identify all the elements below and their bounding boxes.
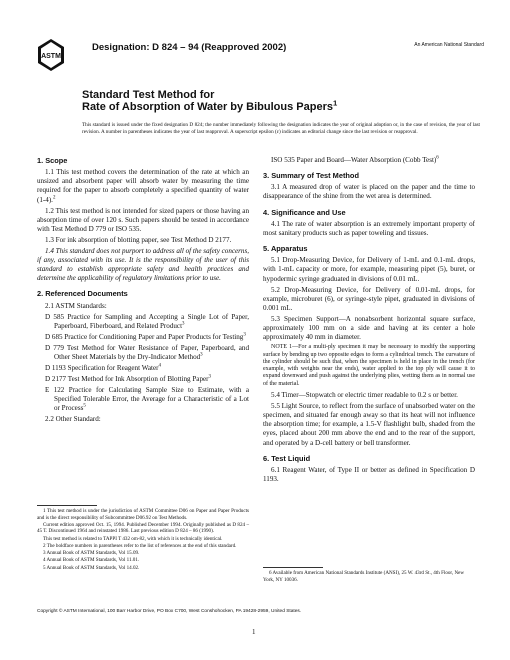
footnote: 3 Annual Book of ASTM Standards, Vol 15.09. [43,550,140,557]
footnote: 6 Available from American National Standards Institute (ANSI), 25 W. 43rd St., 4th Floor, New York, NY 10036. [263,570,465,583]
section-heading-significance: 4. Significance and Use [263,207,346,217]
footnotes-left [37,508,249,572]
footnote-ref: 3 [200,352,203,358]
footnote-ref: 5 [83,403,86,409]
note-1: NOTE 1—For a multi-ply specimen it may be necessary to modify the supporting surface by bending up two opposite edges to form a cylindrical trench. The curvature of the cylinder should be such that, when the specimen is held in place in the trench (for example, with weights near the ends), water applied to the top ply will cause it to expand downward and push against the underlying plies, wetting them as in normal use of the material. [263,344,475,387]
reference-text: D 685 Practice for Conditioning Paper and Paper Products for Testing [45,332,244,341]
para-1-4: 1.4 This standard does not purport to address all of the safety concerns, if any, associated with its use. It is the responsibility of the user of this standard to establish appropriate safety and health practices and determine the applicability of regulatory limitations prior to use. [37,246,250,283]
title-line-1: Standard Test Method for [82,89,215,101]
para-6-1: 6.1 Reagent Water, of Type II or better as defined in Specification D 1193. [263,465,475,484]
footnotes-right [263,570,475,583]
para-3-1: 3.1 A measured drop of water is placed on the paper and the time to disappearance of the shine from the wet area is determined. [263,183,475,201]
reference-item [37,313,249,331]
reference-text: D 2177 Test Method for Ink Absorption of Blotting Paper [45,374,209,383]
publisher-note: An American National Standard [414,42,484,48]
para-1-3: 1.3 For ink absorption of blotting paper, see Test Method D 2177. [45,235,232,244]
footnote: 1 This test method is under the jurisdiction of ASTM Committee D06 on Paper and Paper Products and is the direct responsibility of Subcommittee D06.92 on Test Methods. [37,508,249,521]
para-4-1: 4.1 The rate of water absorption is an extremely important property of most sanitary products such as paper toweling and tissues. [263,219,475,237]
para-5-2: 5.2 Drop-Measuring Device, for Delivery of 0.01-mL drops, for example, microburet (6), or syringe-style pipet, graduated in divisions of 0.001 mL. [263,285,475,312]
para-2-1: 2.1 ASTM Standards: [45,301,107,310]
footnote-divider [37,505,97,506]
para-1-1-text: 1.1 This test method covers the determination of the rate at which an unsized and absorbent paper will absorb water by measuring the time required for the paper to absorb completely a specified quantity of water (1-4). [37,168,249,204]
footnote: 2 The boldface numbers in parentheses refer to the list of references at the end of this standard. [43,542,237,549]
section-heading-summary: 3. Summary of Test Method [263,171,359,181]
astm-logo [37,38,65,72]
para-5-1: 5.1 Drop-Measuring Device, for Delivery of 1-mL and 0.1-mL drops, with 1-mL capacity or more, for example, measuring pipet (5), buret, or hypodermic syringe graduated in divisions of 0.01 mL. [263,256,475,283]
para-5-3: 5.3 Specimen Support—A nonabsorbent horizontal square surface, approximately 100 mm on a side and having at its center a hole approximately 40 mm in diameter. [263,314,475,342]
footnote: 4 Annual Book of ASTM Standards, Vol 11.01. [43,557,140,564]
footnote-ref: 3 [182,321,185,327]
reference-text: ISO 535 Paper and Board—Water Absorption (Cobb Test) [271,156,437,164]
reference-item [37,344,249,362]
section-heading-apparatus: 5. Apparatus [263,244,308,254]
footnote-ref: 6 [436,155,439,161]
left-column [37,156,249,426]
logo-text: ASTM [41,53,61,60]
title-line-2 [82,98,338,113]
reference-text: E 122 Practice for Calculating Sample Size to Estimate, with a Specified Tolerable Error, the Average for a Characteristic of a Lot or Process [45,385,249,412]
reference-item [37,333,249,342]
reference-item [37,375,249,384]
para-1-1 [37,168,249,205]
footnote-ref: 3 [208,374,211,380]
designation: Designation: D 824 – 94 (Reapproved 2002) [92,42,287,53]
section-heading-test-liquid: 6. Test Liquid [263,453,311,463]
title-text: Rate of Absorption of Water by Bibulous Papers [82,101,333,113]
para-1-2: 1.2 This test method is not intended for sized papers or those having an absorption time of over 120 s. Such papers should be tested in accordance with Test Method D 779 or ISO 535. [37,206,249,233]
footnote-ref: 2 [52,195,56,201]
footnote: Current edition approved Oct. 15, 1994. Published December 1994. Originally published as D 824 – 45 T. Discontinued 1964 and reinstated 1986. Last previous edition D 824 – 86 (1990). [37,521,249,535]
reference-item [37,386,249,413]
footnote-ref: 3 [243,332,246,338]
reference-text: D 1193 Specification for Reagent Water [45,363,159,372]
footnote-divider [263,567,323,568]
para-5-4: 5.4 Timer—Stopwatch or electric timer readable to 0.2 s or better. [271,391,458,400]
footnote: This test method is related to TAPPI T 432 om-82, with which it is technically identical. [43,535,223,542]
page-number: 1 [252,628,256,636]
iso-reference [263,156,475,165]
para-2-2: 2.2 Other Standard: [45,414,101,423]
reference-item [37,364,249,373]
para-5-5: 5.5 Light Source, to reflect from the surface of unabsorbed water on the specimen, and situated far enough away so that its heat will not influence the absorption time; for example, a 1.5-V flashlight bulb, shaded from the eyes, placed about 200 mm above the end and to the rear of the support, and operated by a D-cell battery or bell transformer. [263,401,475,447]
right-column [263,156,475,486]
section-heading-referenced-documents: 2. Referenced Documents [37,289,128,299]
section-heading-scope: 1. Scope [37,156,68,165]
footnote: 5 Annual Book of ASTM Standards, Vol 14.02. [43,564,140,571]
title-footnote-mark: 1 [332,98,338,108]
standard-notice: This standard is issued under the fixed designation D 824; the number immediately following the designation indicates the year of original adoption or, in the case of revision, the year of last revision. A number in parentheses indicates the year of last reapproval. A superscript epsilon (ε) indicates an editorial change since the last revision or reapproval. [82,122,480,135]
reference-text: D 585 Practice for Sampling and Accepting a Single Lot of Paper, Paperboard, Fiberboard, and Related Product [45,312,249,330]
copyright-line: Copyright © ASTM International, 100 Barr Harbor Drive, PO Box C700, West Conshohocken, PA 19428-2959, United States. [37,609,302,614]
reference-text: D 779 Test Method for Water Resistance of Paper, Paperboard, and Other Sheet Materials by the Dry-Indicator Method [45,343,249,361]
footnote-ref: 4 [158,363,161,369]
